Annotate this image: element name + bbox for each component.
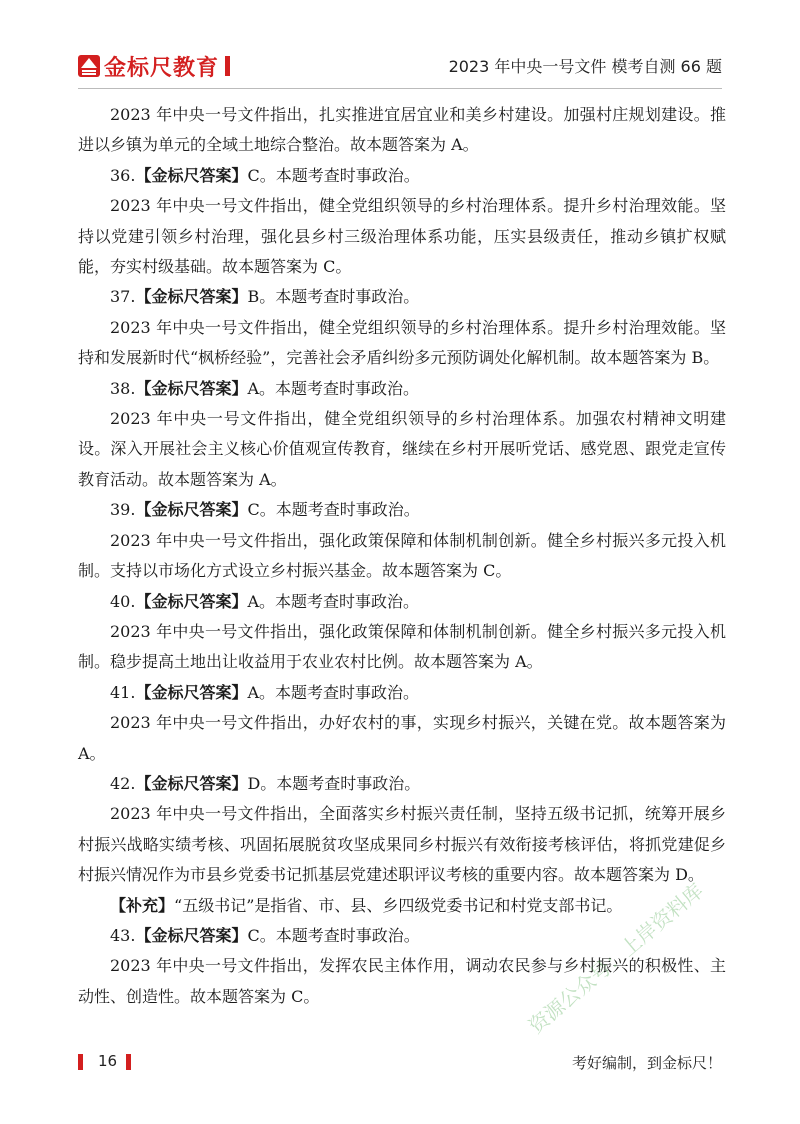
paragraph-text: 2023 年中央一号文件指出，健全党组织领导的乡村治理体系。加强农村精神文明建设。深入开展社会主义核心价值观宣传教育，继续在乡村开展听党话、感党恩、跟党走宣传教育活动。故本题答案为 A。 (78, 409, 726, 489)
question-number: 43. (110, 925, 136, 945)
explanation-paragraph (78, 708, 726, 769)
logo-icon (78, 55, 100, 77)
answer-tag: 【金标尺答案】 (135, 287, 248, 307)
answer-line (78, 678, 726, 708)
paragraph-text: B。本题考查时事政治。 (247, 287, 420, 307)
paragraph-text: 2023 年中央一号文件指出，全面落实乡村振兴责任制，坚持五级书记抓，统筹开展乡村振兴战略实绩考核、巩固拓展脱贫攻坚成果同乡村振兴有效衔接考核评估，将抓党建促乡村振兴情况作为市县乡党委书记抓基层党建述职评议考核的重要内容。故本题答案为 D。 (78, 804, 726, 885)
answer-line (78, 282, 726, 312)
question-number: 39. (110, 500, 136, 520)
paragraph-text: 2023 年中央一号文件指出，健全党组织领导的乡村治理体系。提升乡村治理效能。坚持以党建引领乡村治理，强化县乡村三级治理体系功能，压实县级责任，推动乡镇扩权赋能，夯实村级基础。故本题答案为 C。 (78, 196, 726, 277)
explanation-paragraph (78, 404, 726, 495)
answer-line (78, 769, 726, 799)
logo-bar (225, 56, 230, 76)
watermark: 资源公众号：上岸资料库 (523, 878, 708, 1039)
page-header (78, 50, 722, 82)
footer-bar-right (126, 1054, 131, 1070)
question-number: 40. (110, 591, 136, 611)
answer-line (78, 161, 726, 191)
answer-tag: 【金标尺答案】 (135, 591, 248, 611)
answer-tag: 【金标尺答案】 (135, 378, 248, 398)
answer-tag: 【补充】 (110, 895, 175, 915)
question-number: 38. (110, 378, 136, 398)
answer-tag: 【金标尺答案】 (135, 165, 248, 185)
question-number: 37. (110, 287, 136, 307)
paragraph-text: C。本题考查时事政治。 (247, 500, 420, 520)
page-number: 16 (98, 1052, 118, 1070)
footer-slogan: 考好编制，到金标尺！ (571, 1054, 722, 1072)
explanation-paragraph (78, 313, 726, 374)
document-body (78, 100, 726, 1012)
paragraph-text: 2023 年中央一号文件指出，办好农村的事，实现乡村振兴，关键在党。故本题答案为 A。 (78, 713, 726, 763)
paragraph-text: C。本题考查时事政治。 (247, 925, 420, 945)
paragraph-text: 2023 年中央一号文件指出，强化政策保障和体制机制创新。健全乡村振兴多元投入机制。支持以市场化方式设立乡村振兴基金。故本题答案为 C。 (78, 530, 726, 581)
paragraph-text: 2023 年中央一号文件指出，扎实推进宜居宜业和美乡村建设。加强村庄规划建设。推进以乡镇为单元的全域土地综合整治。故本题答案为 A。 (78, 105, 726, 155)
paragraph-text: D。本题考查时事政治。 (247, 773, 421, 793)
paragraph-text: A。本题考查时事政治。 (247, 591, 420, 611)
paragraph-text: “五级书记”是指省、市、县、乡四级党委书记和村党支部书记。 (174, 895, 623, 915)
question-number: 41. (110, 682, 136, 702)
logo-text: 金标尺教育 (104, 55, 220, 81)
paragraph-text: 2023 年中央一号文件指出，强化政策保障和体制机制创新。健全乡村振兴多元投入机制。稳步提高土地出让收益用于农业农村比例。故本题答案为 A。 (78, 621, 726, 672)
paragraph-text: C。本题考查时事政治。 (247, 165, 420, 185)
answer-tag: 【金标尺答案】 (135, 773, 248, 793)
header-title: 2023 年中央一号文件 模考自测 66 题 (448, 57, 722, 76)
answer-tag: 【金标尺答案】 (135, 500, 248, 520)
header-divider (78, 88, 722, 89)
question-number: 36. (110, 165, 136, 185)
paragraph-text: A。本题考查时事政治。 (247, 378, 420, 398)
logo (78, 50, 230, 82)
answer-line (78, 587, 726, 617)
explanation-paragraph (78, 526, 726, 587)
answer-line (78, 891, 726, 921)
paragraph-text: 2023 年中央一号文件指出，健全党组织领导的乡村治理体系。提升乡村治理效能。坚持和发展新时代“枫桥经验”，完善社会矛盾纠纷多元预防调处化解机制。故本题答案为 B。 (78, 317, 726, 368)
explanation-paragraph (78, 100, 726, 161)
question-number: 42. (110, 773, 136, 793)
paragraph-text: 2023 年中央一号文件指出，发挥农民主体作用，调动农民参与乡村振兴的积极性、主动性、创造性。故本题答案为 C。 (78, 956, 726, 1006)
answer-line (78, 495, 726, 525)
footer-bar-left (78, 1054, 83, 1070)
answer-line (78, 374, 726, 404)
explanation-paragraph (78, 799, 726, 890)
explanation-paragraph (78, 617, 726, 678)
paragraph-text: A。本题考查时事政治。 (247, 682, 420, 702)
answer-tag: 【金标尺答案】 (135, 682, 248, 702)
page-footer (78, 1050, 722, 1074)
answer-tag: 【金标尺答案】 (135, 925, 248, 945)
explanation-paragraph (78, 191, 726, 282)
